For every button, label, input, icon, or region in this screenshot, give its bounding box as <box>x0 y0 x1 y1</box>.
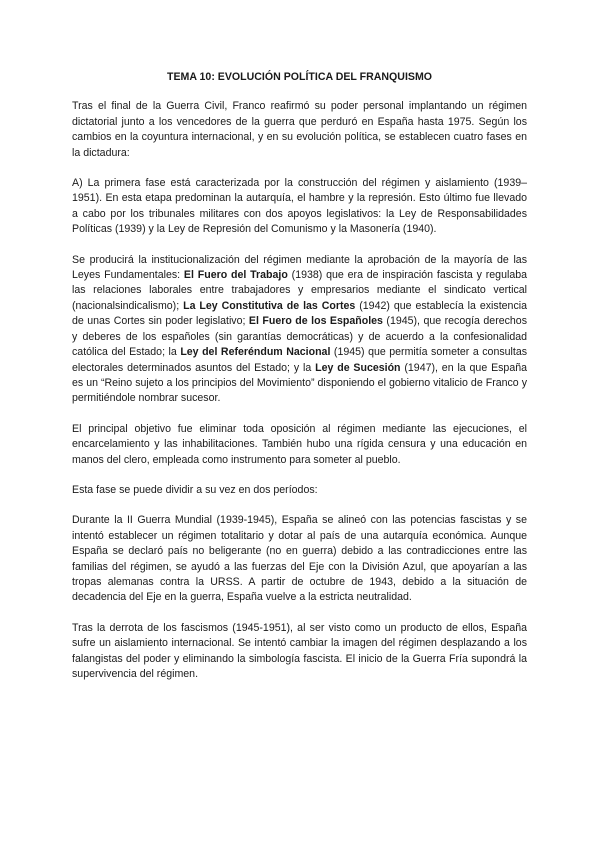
text-segment: (1945), que recogía derechos y deberes de los españoles (sin garantías democráticas) y de acuerdo a la confesionalidad católica del Estado; la <box>72 315 528 359</box>
division-paragraph: Esta fase se puede dividir a su vez en dos períodos: <box>72 483 318 496</box>
phase-a-paragraph: A) La primera fase está caracterizada por la construcción del régimen y aislamiento (1939–1951). En esta etapa predominan la autarquía, el hambre y la represión. Esto último fue llevado a cabo por los tribunales militares con dos apoyos legislativos: la Ley de Responsabilidades Políticas (1939) y la Ley de Represión del Comunismo y la Masonería (1940). <box>72 177 527 236</box>
law-fuero-espanoles: El Fuero de los Españoles <box>248 315 383 328</box>
document-page <box>72 70 527 697</box>
text-segment: Se producirá la institucionalización del régimen mediante la aprobación de la mayoría de las Leyes Fundamentales: <box>72 253 527 282</box>
text-segment: (1945) que permitía someter a consultas electorales determinados asuntos del Estado; y la <box>72 346 528 374</box>
law-referendum-nacional: Ley del Referéndum Nacional <box>180 346 331 359</box>
period-1-paragraph: Durante la II Guerra Mundial (1939-1945), España se alineó con las potencias fascistas y se intentó establecer un régimen totalitario y dotar al país de una autarquía económica. Aunque España se declaró país no beligerante (no en guerra) debido a las contradicciones entre las familias del régimen, se ayudó a las fuerzas del Eje con la División Azul, que apoyarían a las tropas alemanas contra la URSS. A partir de octubre de 1943, debido a la situación de decadencia del Eje en la guerra, España vuelve a la estricta neutralidad. <box>72 514 527 604</box>
law-constitutiva-cortes: La Ley Constitutiva de las Cortes <box>183 299 356 312</box>
intro-paragraph: Tras el final de la Guerra Civil, Franco reafirmó su poder personal implantando un régimen dictatorial junto a los vencedores de la guerra que perduró en España hasta 1975. Según los cambios en la coyuntura internacional, y en su evolución política, se establecen cuatro fases en la dictadura: <box>72 100 527 159</box>
text-segment: (1947), en la que España es un “Reino sujeto a los principios del Movimiento” disponiendo el gobierno vitalicio de Franco y permitiéndole nombrar sucesor. <box>72 361 527 405</box>
period-2-paragraph: Tras la derrota de los fascismos (1945-1951), al ser visto como un producto de ellos, España sufre un aislamiento internacional. Se intentó cambiar la imagen del régimen desplazando a los falangistas del poder y eliminando la simbología fascista. El inicio de la Guerra Fría supondrá la supervivencia del régimen. <box>72 621 527 680</box>
objective-paragraph: El principal objetivo fue eliminar toda oposición al régimen mediante las ejecuciones, el encarcelamiento y las inhabilitaciones. También hubo una rígida censura y una educación en manos del clero, empleada como instrumento para someter al pueblo. <box>72 422 527 466</box>
text-segment: (1938) que era de inspiración fascista y regulaba las relaciones laborales entre trabajadores y empresarios mediante el sindicato vertical (nacionalsindicalismo); <box>72 269 527 312</box>
text-segment: (1942) que establecía la existencia de unas Cortes sin poder legislativo; <box>72 299 527 328</box>
institutionalization-paragraph <box>72 253 527 407</box>
document-title: TEMA 10: EVOLUCIÓN POLÍTICA DEL FRANQUISMO <box>166 71 433 83</box>
law-fuero-trabajo: El Fuero del Trabajo <box>183 269 288 282</box>
law-sucesion: Ley de Sucesión <box>315 361 401 374</box>
